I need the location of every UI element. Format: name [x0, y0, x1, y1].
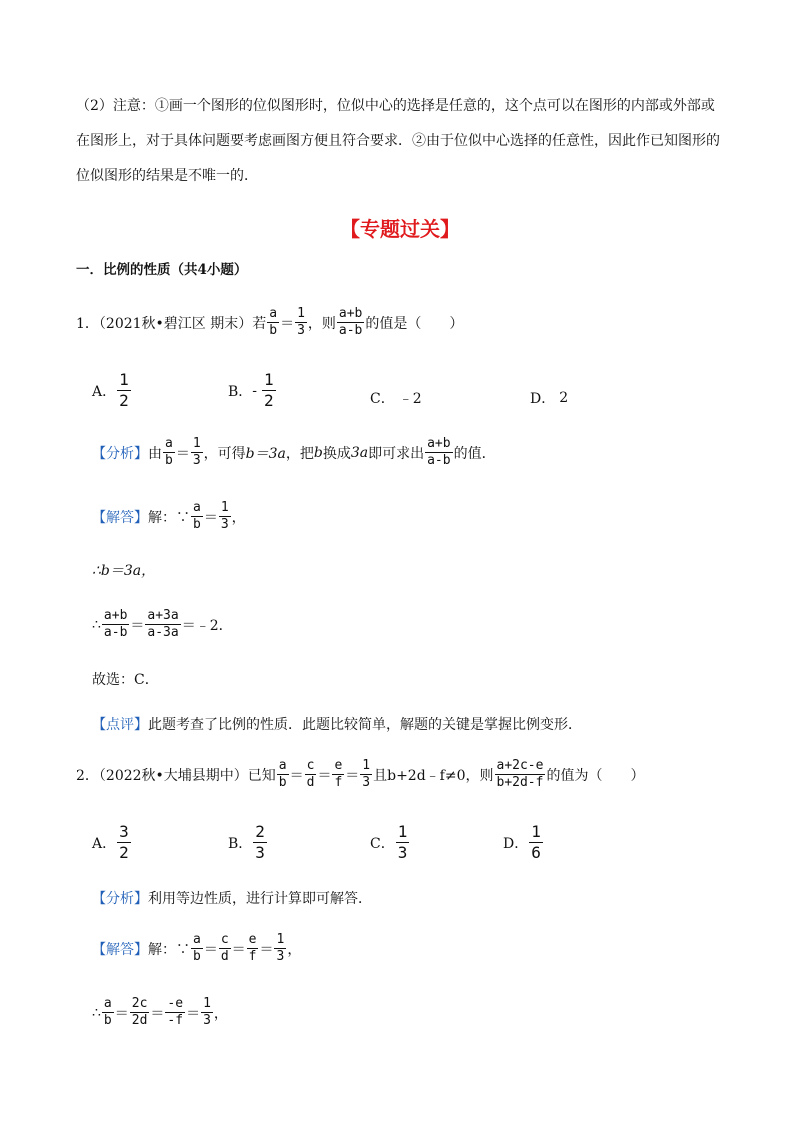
q2-option-b[interactable]: B． 2 3	[228, 822, 265, 862]
q1-step-2: ∴b＝3a，	[92, 563, 156, 579]
q1-prefix: 1．（2021秋•碧江区 期末）若	[76, 315, 267, 332]
q2-option-a[interactable]: A． 3 2	[92, 822, 129, 862]
section-title: 一．比例的性质（共4小题）	[76, 262, 248, 278]
note-line-1: （2）注意：①画一个图形的位似图形时，位似中心的选择是任意的，这个点可以在图形的内部或外部或	[76, 98, 715, 114]
q2-option-d[interactable]: D． 1 6	[503, 822, 541, 862]
comment-tag: 【点评】	[92, 717, 148, 733]
q1-frac-1-3: 1 3	[297, 306, 305, 338]
q2-stem: 2．（2022秋•大埔县期中）已知 a b ＝ c d ＝ e f ＝ 1 3 且b+2d﹣f≠0，则 a+2c-e b+2d-f 的值为（ ）	[76, 758, 645, 790]
note-line-2: 在图形上，对于具体问题要考虑画图方便且符合要求．②由于位似中心选择的任意性，因此作已知图形的	[76, 133, 720, 149]
q1-analysis: 【分析】 由 a b ＝ 1 3 ，可得 b＝3a ，把 b 换成 3a 即可求出 a+b a-b 的值．	[92, 436, 496, 468]
q1-suffix: 的值是（ ）	[365, 315, 464, 332]
q2-step-2: ∴ a b ＝ 2c 2d ＝ -e -f ＝ 1 3 ，	[92, 996, 228, 1028]
section-heading: 【专题过关】	[340, 217, 460, 241]
q1-step-3: ∴ a+b a-b ＝ a+3a a-3a ＝﹣2．	[92, 608, 233, 640]
q1-frac-target: a+b a-b	[338, 306, 363, 338]
q1-comment: 【点评】 此题考查了比例的性质．此题比较简单，解题的关键是掌握比例变形．	[92, 714, 582, 734]
note-line-3: 位似图形的结果是不唯一的．	[76, 168, 258, 184]
q2-analysis: 【分析】 利用等边性质，进行计算即可解答．	[92, 891, 372, 907]
q1-frac-a-b: a b	[269, 306, 278, 338]
q1-option-d[interactable]: D． 2	[530, 390, 569, 407]
q1-choice: 故选：C．	[92, 672, 159, 688]
q1-answer: 【解答】 解：∵ a b ＝ 1 3 ，	[92, 500, 246, 532]
q1-stem	[76, 306, 463, 339]
answer-tag: 【解答】	[92, 509, 148, 526]
q1-eq: ＝	[280, 315, 295, 332]
q2-answer: 【解答】 解：∵ a b ＝ c d ＝ e f ＝ 1 3 ，	[92, 932, 302, 964]
q1-option-b[interactable]: B． - 1 2	[228, 370, 274, 410]
q2-option-c[interactable]: C． 1 3	[370, 822, 408, 862]
q1-option-c[interactable]: C． ﹣2	[370, 391, 422, 407]
q1-option-a[interactable]: A． 1 2	[92, 370, 129, 410]
analysis-tag: 【分析】	[92, 445, 148, 462]
q1-mid: ，则	[307, 315, 336, 332]
